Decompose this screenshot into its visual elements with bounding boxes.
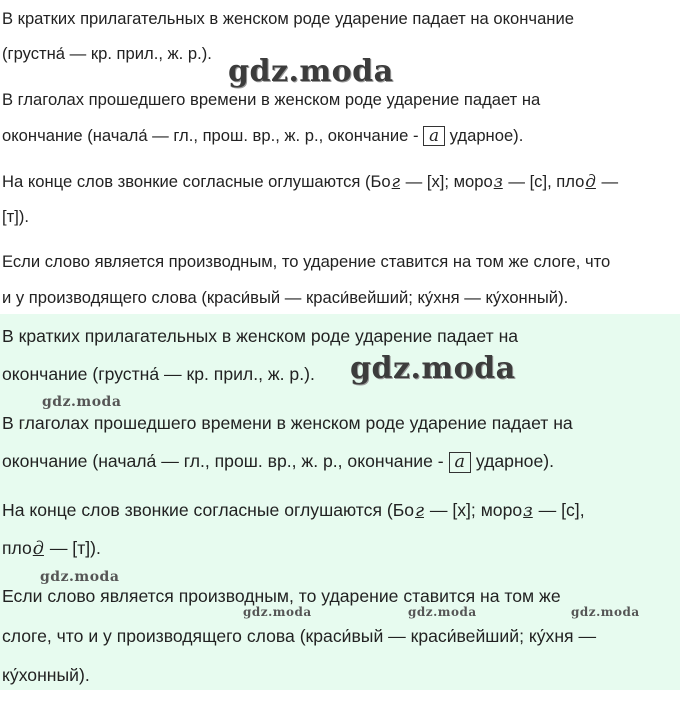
highlighted-letter: з [523,501,533,521]
highlighted-letter: з [493,172,503,191]
highlighted-answer-section [0,314,680,690]
original-text-section [0,0,680,314]
rule-3-line-1: На конце слов звонкие согласные оглушаются (Бог — [х]; мороз — [с], плод — [2,172,619,191]
rule-4-line-1: Если слово является производным, то ударение ставится на том же [2,586,561,606]
rule-4-line-2: слоге, что и у производящего слова (краси́вый — краси́вейший; ку́хня — [2,626,597,646]
highlighted-letter: д [585,172,596,191]
rule-4-line-2: и у производящего слова (краси́вый — краси́вейший; ку́хня — ку́хонный). [2,288,569,307]
watermark: gdz.moda [228,54,394,89]
rule-4-line-1: Если слово является производным, то ударение ставится на том же слоге, что [2,252,611,271]
watermark: gdz.moda [40,569,120,585]
rule-2-line-2: окончание (начала́ — гл., прош. вр., ж. р., окончание - а ударное). [2,126,524,145]
boxed-letter: а [449,452,472,473]
highlighted-letter: д [32,539,44,559]
highlighted-letter: г [391,172,401,191]
rule-3-line-2: [т]). [2,207,29,226]
watermark: gdz.moda [350,351,516,386]
rule-2-line-1: В глаголах прошедшего времени в женском роде ударение падает на [2,413,573,433]
boxed-letter: а [423,126,445,146]
rule-1-line-2: (грустна́ — кр. прил., ж. р.). [2,44,212,63]
rule-2-line-1: В глаголах прошедшего времени в женском роде ударение падает на [2,90,541,109]
rule-1-line-1: В кратких прилагательных в женском роде ударение падает на [2,326,519,346]
watermark: gdz.moda [571,605,640,619]
watermark: gdz.moda [42,394,122,410]
highlighted-letter: г [415,501,424,521]
rule-1-line-1: В кратких прилагательных в женском роде ударение падает на окончание [2,9,574,28]
rule-1-line-2: окончание (грустна́ — кр. прил., ж. р.). [2,364,315,384]
rule-2-line-2: окончание (начала́ — гл., прош. вр., ж. р., окончание - а ударное). [2,451,554,472]
rule-3-line-1: На конце слов звонкие согласные оглушаются (Бог — [х]; мороз — [с], [2,500,585,521]
rule-3-line-2: плод — [т]). [2,538,101,559]
watermark: gdz.moda [243,605,312,619]
watermark: gdz.moda [408,605,477,619]
rule-4-line-3: ку́хонный). [2,665,90,685]
